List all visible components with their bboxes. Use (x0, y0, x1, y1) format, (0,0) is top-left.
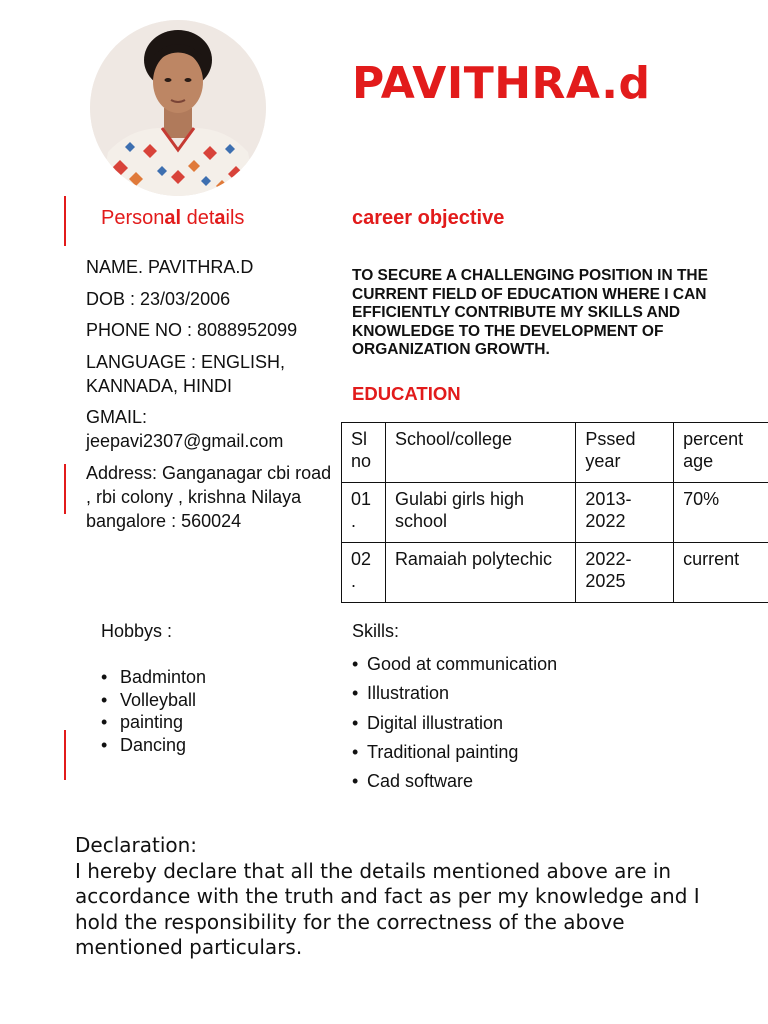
accent-bar (64, 196, 66, 246)
list-item: • Digital illustration (352, 709, 557, 738)
table-cell: current (674, 543, 768, 603)
list-item: • Cad software (352, 767, 557, 796)
list-item: • Traditional painting (352, 738, 557, 767)
career-objective-text: TO SECURE A CHALLENGING POSITION IN THE CURRENT FIELD OF EDUCATION WHERE I CAN EFFICIENTLY CONTRIBUTE MY SKILLS AND KNOWLEDGE TO THE DEVELOPMENT OF ORGANIZATION GROWTH. (352, 267, 708, 358)
table-cell: 70% (674, 483, 768, 543)
list-item: • Illustration (352, 679, 557, 708)
header-cell: Sl no (342, 423, 386, 483)
profile-photo (90, 20, 266, 196)
gmail-value: jeepavi2307@gmail.com (86, 431, 284, 451)
table-row (342, 543, 768, 603)
phone-line: PHONE NO : 8088952099 (86, 320, 298, 340)
accent-bar (64, 730, 66, 780)
address-line: Address: Ganganagar cbi road , rbi colony , krishna Nilaya bangalore : 560024 (86, 462, 332, 531)
skills-list (352, 650, 557, 796)
header-cell: Pssed year (576, 423, 674, 483)
list-item: • Badminton (101, 666, 206, 689)
table-row (342, 483, 768, 543)
career-objective-heading: career objective (352, 207, 505, 229)
declaration (75, 833, 735, 961)
list-item: • Volleyball (101, 689, 206, 712)
list-item: • painting (101, 711, 206, 734)
table-cell: 2022-2025 (576, 543, 674, 603)
education-heading: EDUCATION (352, 383, 461, 404)
name-line: NAME. PAVITHRA.D (86, 257, 254, 277)
personal-details-heading: Personal details (101, 207, 245, 229)
skills-heading: Skills: (352, 621, 400, 641)
hobbies-heading: Hobbys : (101, 621, 173, 641)
table-header-row (342, 423, 768, 483)
declaration-text: I hereby declare that all the details mentioned above are in accordance with the truth and fact as per my knowledge and I hold the responsibility for the correctness of the above mentioned particulars. (75, 858, 700, 959)
table-cell: 02 . (342, 543, 386, 603)
gmail-line (86, 405, 336, 453)
hobbies-list (101, 666, 206, 756)
declaration-title: Declaration: (75, 833, 198, 857)
header-cell: School/college (385, 423, 575, 483)
language-line: LANGUAGE : ENGLISH, KANNADA, HINDI (86, 351, 286, 396)
header-cell: percent age (674, 423, 768, 483)
resume-name-title: PAVITHRA.d (352, 58, 651, 109)
list-item: • Dancing (101, 734, 206, 757)
gmail-label: GMAIL: (86, 407, 148, 427)
table-cell: Ramaiah polytechic (385, 543, 575, 603)
personal-details (86, 255, 336, 540)
accent-bar (64, 464, 66, 514)
table-cell: 01 . (342, 483, 386, 543)
dob-line: DOB : 23/03/2006 (86, 288, 231, 309)
list-item: • Good at communication (352, 650, 557, 679)
education-table (341, 422, 768, 603)
table-cell: Gulabi girls high school (385, 483, 575, 543)
table-cell: 2013-2022 (576, 483, 674, 543)
